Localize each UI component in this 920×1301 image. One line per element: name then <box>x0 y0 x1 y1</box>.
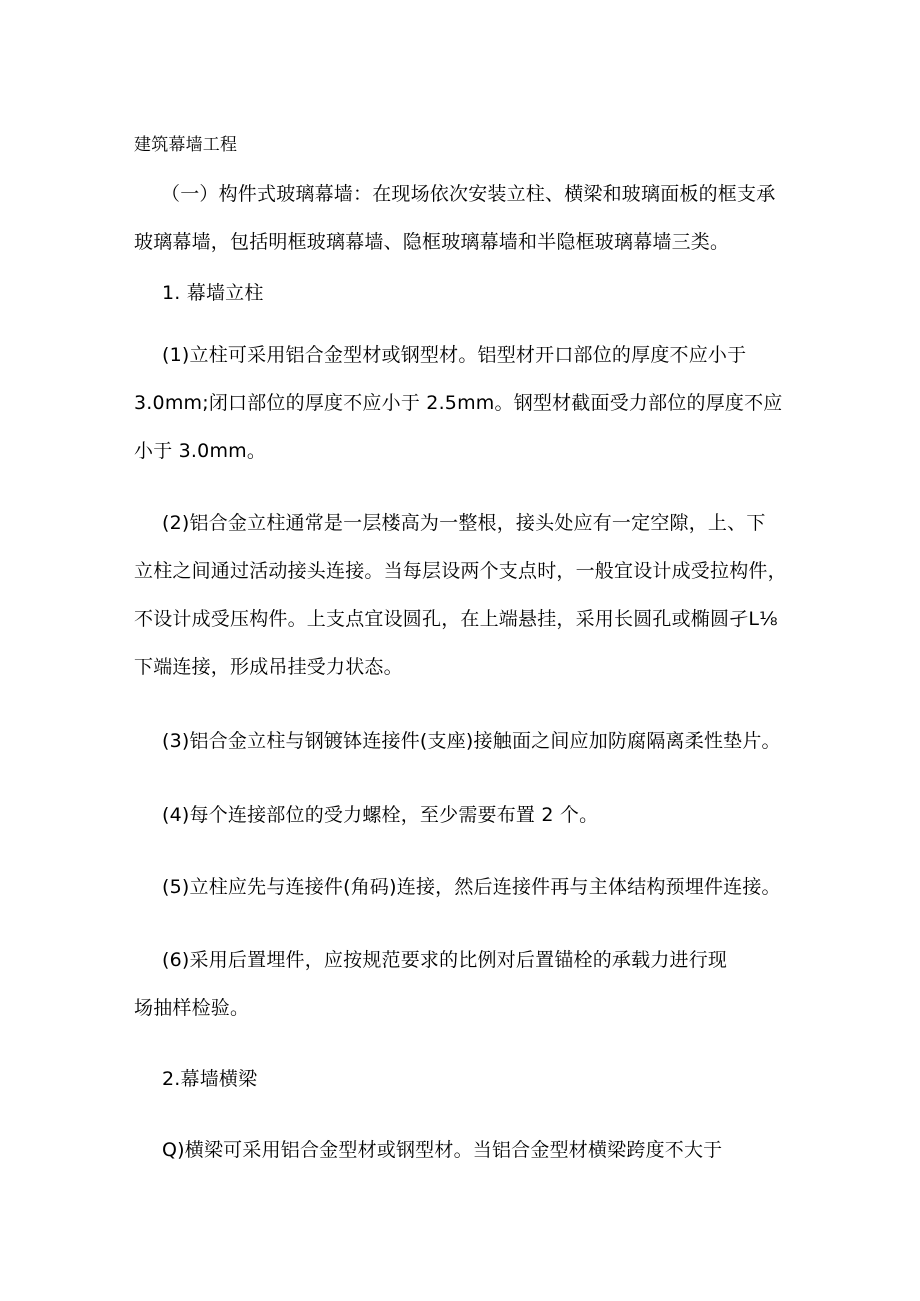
paragraph-line: 下端连接，形成吊挂受力状态。 <box>134 656 403 678</box>
paragraph-line: (3)铝合金立柱与钢镀钵连接件(支座)接触面之间应加防腐隔离柔性垫片。 <box>162 730 781 752</box>
paragraph-line: (6)采用后置埋件，应按规范要求的比例对后置锚栓的承载力进行现 <box>162 949 728 971</box>
paragraph-line: (4)每个连接部位的受力螺栓，至少需要布置 2 个。 <box>162 804 599 826</box>
paragraph-line: (1)立柱可采用铝合金型材或钢型材。铝型材开口部位的厚度不应小于 <box>162 344 747 366</box>
paragraph-line: 场抽样检验。 <box>134 997 250 1019</box>
paragraph-line: 3.0mm;闭口部位的厚度不应小于 2.5mm。钢型材截面受力部位的厚度不应 <box>134 392 783 414</box>
section-heading: 2.幕墙横梁 <box>162 1068 258 1090</box>
section-heading: 1. 幕墙立柱 <box>162 282 264 304</box>
document-title: 建筑幕墙工程 <box>134 135 238 155</box>
paragraph-line: 小于 3.0mm。 <box>134 440 267 462</box>
paragraph-line: 不设计成受压构件。上支点宜设圆孔，在上端悬挂，采用长圆孔或椭圆孑L⅛ <box>134 608 778 630</box>
paragraph-line: (2)铝合金立柱通常是一层楼高为一整根，接头处应有一定空隙，上、下 <box>162 512 766 534</box>
paragraph-line: 立柱之间通过活动接头连接。当每层设两个支点时，一般宜设计成受拉构件， <box>134 560 787 582</box>
paragraph-line: Q)横梁可采用铝合金型材或钢型材。当铝合金型材横梁跨度不大于 <box>162 1139 723 1161</box>
intro-paragraph-line: （一）构件式玻璃幕墙：在现场依次安装立柱、横梁和玻璃面板的框支承 <box>161 183 776 205</box>
paragraph-line: (5)立柱应先与连接件(角码)连接，然后连接件再与主体结构预埋件连接。 <box>162 876 781 898</box>
intro-paragraph-line: 玻璃幕墙，包括明框玻璃幕墙、隐框玻璃幕墙和半隐框玻璃幕墙三类。 <box>134 231 730 253</box>
